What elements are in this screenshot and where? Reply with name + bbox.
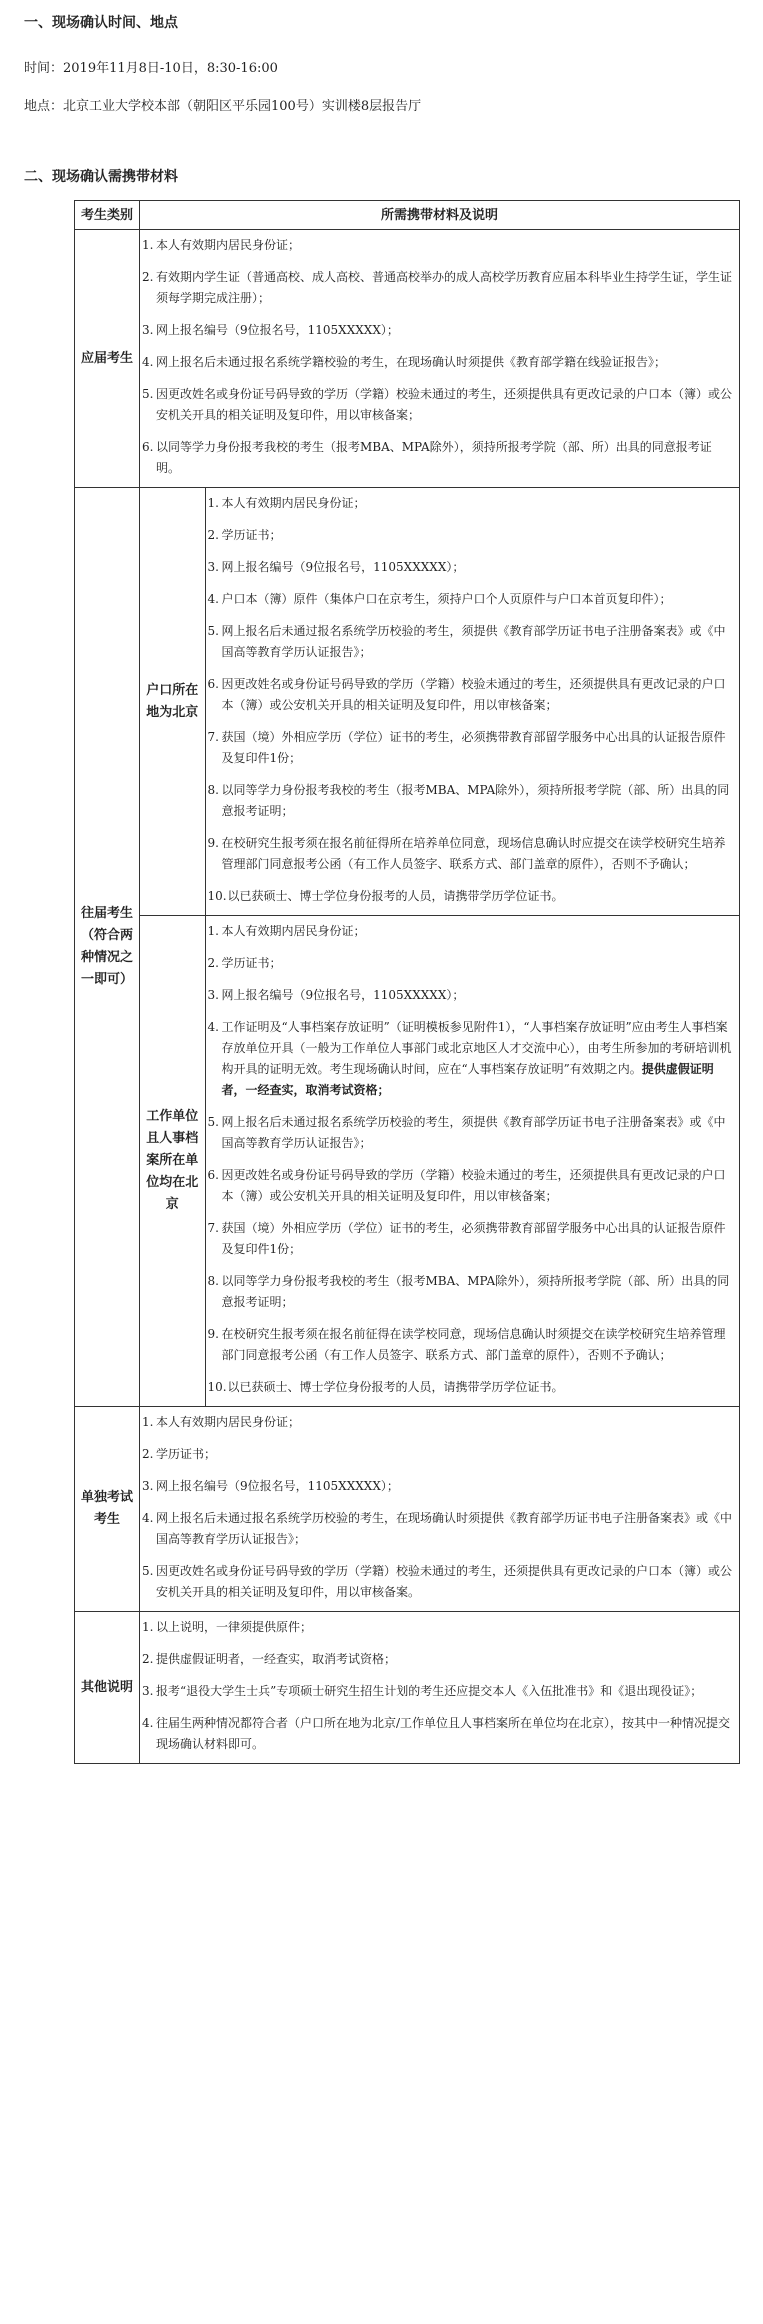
- list-item: [140, 1476, 739, 1497]
- list-item-number: 4.: [142, 1716, 154, 1730]
- category-fresh: 应届考生: [75, 230, 140, 488]
- work-list: [206, 916, 741, 1406]
- list-item-number: 4.: [142, 355, 154, 369]
- fresh-items-cell: [140, 230, 740, 488]
- list-item-text: 网上报名后未通过报名系统学历校验的考生，在现场确认时须提供《教育部学历证书电子注册备案表》或《中国高等教育学历认证报告》；: [156, 1511, 733, 1546]
- list-item-warning: 提供虚假证明者，一经查实，取消考试资格；: [221, 1062, 714, 1097]
- list-item-text: 以已获硕士、博士学位身份报考的人员，请携带学历学位证书。: [227, 889, 564, 903]
- list-item: [140, 1617, 739, 1638]
- list-item-text: 网上报名编号（9位报名号，1105XXXXX）；: [156, 323, 399, 337]
- list-item-number: 3.: [142, 1479, 154, 1493]
- list-item: [206, 557, 741, 578]
- list-item: [140, 1444, 739, 1465]
- list-item-text: 本人有效期内居民身份证；: [156, 1415, 301, 1429]
- list-item-text: 在校研究生报考须在报名前征得在读学校同意，现场信息确认时须提交在读学校研究生培养管理部门同意报考公函（有工作人员签字、联系方式、部门盖章的原件），否则不予确认；: [221, 1327, 726, 1362]
- list-item-number: 1.: [142, 1415, 154, 1429]
- list-item-text: 网上报名后未通过报名系统学籍校验的考生，在现场确认时须提供《教育部学籍在线验证报告》；: [156, 355, 667, 369]
- list-item-number: 10.: [207, 889, 227, 903]
- list-item-number: 5.: [142, 1564, 154, 1578]
- list-item-text: 因更改姓名或身份证号码导致的学历（学籍）校验未通过的考生，还须提供具有更改记录的户口本（簿）或公安机关开具的相关证明及复印件，用以审核备案。: [156, 1564, 733, 1599]
- list-item: [206, 1324, 741, 1366]
- list-item-text: 本人有效期内居民身份证；: [221, 924, 366, 938]
- header-materials: 所需携带材料及说明: [140, 201, 740, 230]
- list-item: [140, 1681, 739, 1702]
- list-item: [206, 727, 741, 769]
- hukou-items-cell: [205, 488, 740, 916]
- list-item-text: 户口本（簿）原件（集体户口在京考生，须持户口个人页原件与户口本首页复印件）；: [221, 592, 672, 606]
- list-item-text: 以同等学力身份报考我校的考生（报考MBA、MPA除外），须持所报考学院（部、所）出具的同意报考证明；: [221, 783, 730, 818]
- independent-items-cell: [140, 1407, 740, 1612]
- list-item-number: 7.: [207, 730, 219, 744]
- list-item-text: 以上说明，一律须提供原件；: [156, 1620, 313, 1634]
- list-item-number: 5.: [142, 387, 154, 401]
- past-row: [75, 488, 740, 1407]
- list-item: [206, 493, 741, 514]
- list-item-text: 报考“退役大学生士兵”专项硕士研究生招生计划的考生还应提交本人《入伍批准书》和《退出现役证》；: [156, 1684, 703, 1698]
- sub-category-hukou: 户口所在地为北京: [140, 488, 205, 916]
- list-item: [206, 621, 741, 663]
- list-item: [206, 1017, 741, 1101]
- section2-heading: 二、现场确认需携带材料: [24, 169, 178, 185]
- list-item-number: 1.: [207, 924, 219, 938]
- list-item: [206, 985, 741, 1006]
- list-item: [206, 1271, 741, 1313]
- list-item-number: 4.: [142, 1511, 154, 1525]
- list-item: [206, 589, 741, 610]
- list-item-number: 7.: [207, 1221, 219, 1235]
- list-item: [206, 953, 741, 974]
- past-items-cell: [140, 488, 740, 1407]
- list-item-text: 以已获硕士、博士学位身份报考的人员，请携带学历学位证书。: [227, 1380, 564, 1394]
- list-item-text: 往届生两种情况都符合者（户口所在地为北京/工作单位且人事档案所在单位均在北京），按其中一种情况提交现场确认材料即可。: [156, 1716, 731, 1751]
- list-item-number: 1.: [142, 1620, 154, 1634]
- list-item-text: 学历证书；: [221, 528, 282, 542]
- list-item: [206, 1165, 741, 1207]
- list-item-number: 2.: [142, 1447, 154, 1461]
- list-item-text: 因更改姓名或身份证号码导致的学历（学籍）校验未通过的考生，还须提供具有更改记录的户口本（簿）或公安机关开具的相关证明及复印件，用以审核备案；: [221, 677, 726, 712]
- past-hukou-row: [140, 488, 740, 916]
- list-item: [206, 674, 741, 716]
- category-past: 往届考生（符合两种情况之一即可）: [75, 488, 140, 1407]
- other-list: [140, 1612, 739, 1763]
- confirm-place: 地点：北京工业大学校本部（朝阳区平乐园100号）实训楼8层报告厅: [24, 99, 422, 114]
- category-independent: 单独考试考生: [75, 1407, 140, 1612]
- list-item: [140, 1561, 739, 1603]
- list-item: [206, 1218, 741, 1260]
- list-item: [140, 1412, 739, 1433]
- list-item-text: 网上报名编号（9位报名号，1105XXXXX）；: [221, 988, 465, 1002]
- list-item: [206, 833, 741, 875]
- list-item-text: 本人有效期内居民身份证；: [221, 496, 366, 510]
- list-item-text: 在校研究生报考须在报名前征得所在培养单位同意，现场信息确认时应提交在读学校研究生培养管理部门同意报考公函（有工作人员签字、联系方式、部门盖章的原件），否则不予确认；: [221, 836, 726, 871]
- category-other: 其他说明: [75, 1612, 140, 1764]
- list-item-number: 6.: [207, 1168, 219, 1182]
- list-item-number: 1.: [207, 496, 219, 510]
- list-item: [140, 320, 739, 341]
- list-item-number: 8.: [207, 783, 219, 797]
- list-item-number: 2.: [142, 270, 154, 284]
- list-item-text: 提供虚假证明者，一经查实，取消考试资格；: [156, 1652, 397, 1666]
- list-item: [140, 267, 739, 309]
- section1-heading: 一、现场确认时间、地点: [24, 15, 178, 31]
- past-subtable: [140, 488, 740, 1406]
- work-items-cell: [205, 916, 740, 1407]
- list-item-number: 8.: [207, 1274, 219, 1288]
- list-item-number: 3.: [207, 560, 219, 574]
- list-item-number: 5.: [207, 1115, 219, 1129]
- list-item-number: 10.: [207, 1380, 227, 1394]
- list-item-text: 有效期内学生证（普通高校、成人高校、普通高校举办的成人高校学历教育应届本科毕业生持学生证，学生证须每学期完成注册）；: [156, 270, 733, 305]
- materials-table: [74, 200, 740, 1764]
- other-row: [75, 1612, 740, 1764]
- list-item-text: 工作证明及“人事档案存放证明”（证明模板参见附件1），“人事档案存放证明”应由考生人事档案存放单位开具（一般为工作单位人事部门或北京地区人才交流中心），由考生所参加的考研培训机构开具的证明无效。考生现场确认时间，应在“人事档案存放证明”有效期之内。: [221, 1020, 732, 1076]
- independent-list: [140, 1407, 739, 1611]
- list-item: [140, 437, 739, 479]
- list-item-number: 4.: [207, 592, 219, 606]
- list-item: [140, 384, 739, 426]
- list-item-number: 3.: [142, 1684, 154, 1698]
- list-item-number: 5.: [207, 624, 219, 638]
- list-item: [140, 1508, 739, 1550]
- list-item-number: 2.: [207, 956, 219, 970]
- list-item: [206, 1112, 741, 1154]
- list-item-text: 网上报名编号（9位报名号，1105XXXXX）；: [221, 560, 465, 574]
- hukou-list: [206, 488, 741, 915]
- fresh-row: [75, 230, 740, 488]
- list-item: [206, 886, 741, 907]
- header-category: 考生类别: [75, 201, 140, 230]
- list-item-number: 2.: [207, 528, 219, 542]
- independent-row: [75, 1407, 740, 1612]
- list-item-number: 6.: [207, 677, 219, 691]
- confirm-time: 时间：2019年11月8日-10日，8:30-16:00: [24, 61, 278, 76]
- list-item-number: 6.: [142, 440, 154, 454]
- list-item-number: 2.: [142, 1652, 154, 1666]
- list-item-number: 9.: [207, 1327, 219, 1341]
- list-item: [140, 1713, 739, 1755]
- sub-category-work: 工作单位且人事档案所在单位均在北京: [140, 916, 205, 1407]
- list-item-number: 3.: [142, 323, 154, 337]
- list-item-text: 学历证书；: [221, 956, 282, 970]
- list-item-text: 以同等学力身份报考我校的考生（报考MBA、MPA除外），须持所报考学院（部、所）出具的同意报考证明。: [156, 440, 712, 475]
- list-item-text: 网上报名后未通过报名系统学历校验的考生，须提供《教育部学历证书电子注册备案表》或《中国高等教育学历认证报告》；: [221, 1115, 726, 1150]
- list-item: [206, 1377, 741, 1398]
- list-item-text: 获国（境）外相应学历（学位）证书的考生，必须携带教育部留学服务中心出具的认证报告原件及复印件1份；: [221, 730, 726, 765]
- list-item-text: 因更改姓名或身份证号码导致的学历（学籍）校验未通过的考生，还须提供具有更改记录的户口本（簿）或公安机关开具的相关证明及复印件，用以审核备案；: [221, 1168, 726, 1203]
- list-item-number: 1.: [142, 238, 154, 252]
- list-item-text: 学历证书；: [156, 1447, 217, 1461]
- list-item-number: 4.: [207, 1020, 219, 1034]
- past-work-row: [140, 916, 740, 1407]
- list-item-text: 网上报名编号（9位报名号，1105XXXXX）；: [156, 1479, 399, 1493]
- list-item-text: 以同等学力身份报考我校的考生（报考MBA、MPA除外），须持所报考学院（部、所）出具的同意报考证明；: [221, 1274, 730, 1309]
- fresh-list: [140, 230, 739, 487]
- list-item: [206, 780, 741, 822]
- list-item: [140, 235, 739, 256]
- list-item-number: 9.: [207, 836, 219, 850]
- list-item-text: 网上报名后未通过报名系统学历校验的考生，须提供《教育部学历证书电子注册备案表》或《中国高等教育学历认证报告》；: [221, 624, 726, 659]
- list-item-number: 3.: [207, 988, 219, 1002]
- list-item-text: 本人有效期内居民身份证；: [156, 238, 301, 252]
- list-item: [140, 1649, 739, 1670]
- table-header-row: [75, 201, 740, 230]
- list-item-text: 因更改姓名或身份证号码导致的学历（学籍）校验未通过的考生，还须提供具有更改记录的户口本（簿）或公安机关开具的相关证明及复印件，用以审核备案；: [156, 387, 733, 422]
- list-item: [140, 352, 739, 373]
- list-item-text: 获国（境）外相应学历（学位）证书的考生，必须携带教育部留学服务中心出具的认证报告原件及复印件1份；: [221, 1221, 726, 1256]
- list-item: [206, 525, 741, 546]
- list-item: [206, 921, 741, 942]
- other-items-cell: [140, 1612, 740, 1764]
